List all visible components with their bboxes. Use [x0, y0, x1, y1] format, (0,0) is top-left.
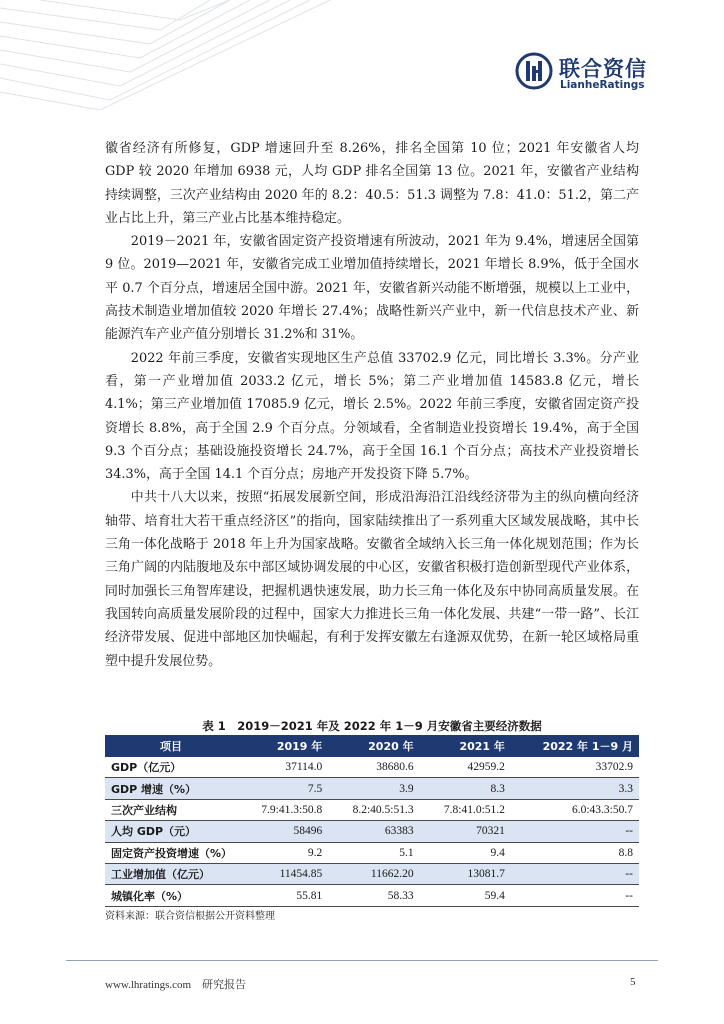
table-cell: 7.9:41.3:50.8	[237, 799, 328, 820]
table-cell: 3.9	[328, 778, 419, 799]
table-cell: 38680.6	[328, 757, 419, 778]
table-cell: 8.2:40.5:51.3	[328, 799, 419, 820]
table-row-label: 工业增加值（亿元）	[105, 863, 237, 884]
table-header-row	[105, 735, 639, 757]
table-row-label: 固定资产投资增速（%）	[105, 842, 237, 863]
table-row	[105, 799, 639, 820]
body-text	[105, 137, 639, 673]
table-cell: 63383	[328, 821, 419, 842]
table-cell: --	[511, 821, 639, 842]
table-header-cell: 2020 年	[328, 735, 419, 757]
table-row	[105, 757, 639, 778]
table-cell: --	[511, 885, 639, 906]
table-cell: 11662.20	[328, 863, 419, 884]
table-row-label: GDP 增速（%）	[105, 778, 237, 799]
company-logo	[515, 52, 655, 96]
page-number: 5	[630, 976, 636, 988]
table-source-note: 资料来源：联合资信根据公开资料整理	[105, 911, 275, 922]
table-cell: 9.4	[420, 842, 511, 863]
table-cell: 37114.0	[237, 757, 328, 778]
table-cell: 7.5	[237, 778, 328, 799]
paragraph-2: 2019－2021 年，安徽省固定资产投资增速有所波动，2021 年为 9.4%，增速居全国第 9 位。2019—2021 年，安徽省完成工业增加值持续增长，2021 年增长 8.9%，低于全国水平 0.7 个百分点，增速居全国中游。2021 年，安徽省新兴动能不断增强，规模以上工业中，高技术制造业增加值较 2020 年增长 27.4%；战略性新兴产业中，新一代信息技术产业、新能源汽车产业产值分别增长 31.2%和 31%。	[105, 234, 639, 343]
table-cell: 9.2	[237, 842, 328, 863]
table-cell: 70321	[420, 821, 511, 842]
table-row-label: GDP（亿元）	[105, 757, 237, 778]
table-cell: 3.3	[511, 778, 639, 799]
table-cell: 42959.2	[420, 757, 511, 778]
table-title: 表 1 2019－2021 年及 2022 年 1－9 月安徽省主要经济数据	[202, 719, 542, 733]
table-header-cell: 2022 年 1－9 月	[511, 735, 639, 757]
table-row	[105, 821, 639, 842]
table-header-cell: 2019 年	[237, 735, 328, 757]
footer-site-label: www.lhratings.com 研究报告	[105, 979, 247, 991]
table-cell: 13081.7	[420, 863, 511, 884]
table-cell: 58496	[237, 821, 328, 842]
paragraph-3: 2022 年前三季度，安徽省实现地区生产总值 33702.9 亿元，同比增长 3.3%。分产业看，第一产业增加值 2033.2 亿元，增长 5%；第二产业增加值 14583.8 亿元，增长 4.1%；第三产业增加值 17085.9 亿元，增长 2.5%。2022 年前三季度，安徽省固定资产投资增长 8.8%，高于全国 2.9 个百分点。分领域看，全省制造业投资增长 19.4%，高于全国 9.3 个百分点；基础设施投资增长 24.7%，高于全国 16.1 个百分点；高技术产业投资增长 34.3%，高于全国 14.1 个百分点；房地产开发投资下降 5.7%。	[105, 350, 639, 483]
table-row	[105, 863, 639, 884]
table-cell: 8.8	[511, 842, 639, 863]
economic-data-table	[105, 735, 639, 907]
table-row	[105, 885, 639, 906]
table-cell: 5.1	[328, 842, 419, 863]
table-cell: 58.33	[328, 885, 419, 906]
table-cell: 11454.85	[237, 863, 328, 884]
table-header-cell: 2021 年	[420, 735, 511, 757]
logo-english-text: LianheRatings	[560, 79, 645, 91]
table-row-label: 城镇化率（%）	[105, 885, 237, 906]
lianhe-logo-icon	[515, 52, 553, 90]
table-cell: 55.81	[237, 885, 328, 906]
table-cell: 33702.9	[511, 757, 639, 778]
paragraph-4: 中共十八大以来，按照“拓展发展新空间，形成沿海沿江沿线经济带为主的纵向横向经济轴带、培育壮大若干重点经济区”的指向，国家陆续推出了一系列重大区域发展战略，其中长三角一体化战略于 2018 年上升为国家战略。安徽省全域纳入长三角一体化规划范围；作为长三角广阔的内陆腹地及东中部区域协调发展的中心区，安徽省积极打造创新型现代产业体系，同时加强长三角智库建设，把握机遇快速发展，助力长三角一体化及东中协同高质量发展。在我国转向高质量发展阶段的过程中，国家大力推进长三角一体化发展、共建“一带一路”、长江经济带发展、促进中部地区加快崛起，有利于发挥安徽左右逢源双优势，在新一轮区域格局重塑中提升发展位势。	[105, 490, 639, 669]
paragraph-1: 徽省经济有所修复，GDP 增速回升至 8.26%，排名全国第 10 位；2021 年安徽省人均 GDP 较 2020 年增加 6938 元，人均 GDP 排名全国第 13 位。2021 年，安徽省产业结构持续调整，三次产业结构由 2020 年的 8.2：40.5：51.3 调整为 7.8：41.0：51.2，第二产业占比上升，第三产业占比基本维持稳定。	[105, 141, 639, 226]
table-row-label: 三次产业结构	[105, 799, 237, 820]
table-cell: 8.3	[420, 778, 511, 799]
footer-divider	[66, 960, 658, 961]
table-row	[105, 778, 639, 799]
table-row-label: 人均 GDP（元）	[105, 821, 237, 842]
table-cell: 6.0:43.3:50.7	[511, 799, 639, 820]
table-cell: --	[511, 863, 639, 884]
table-row	[105, 842, 639, 863]
table-cell: 59.4	[420, 885, 511, 906]
logo-chinese-text: 联合资信	[559, 57, 647, 81]
table-cell: 7.8:41.0:51.2	[420, 799, 511, 820]
table-header-cell: 项目	[105, 735, 237, 757]
